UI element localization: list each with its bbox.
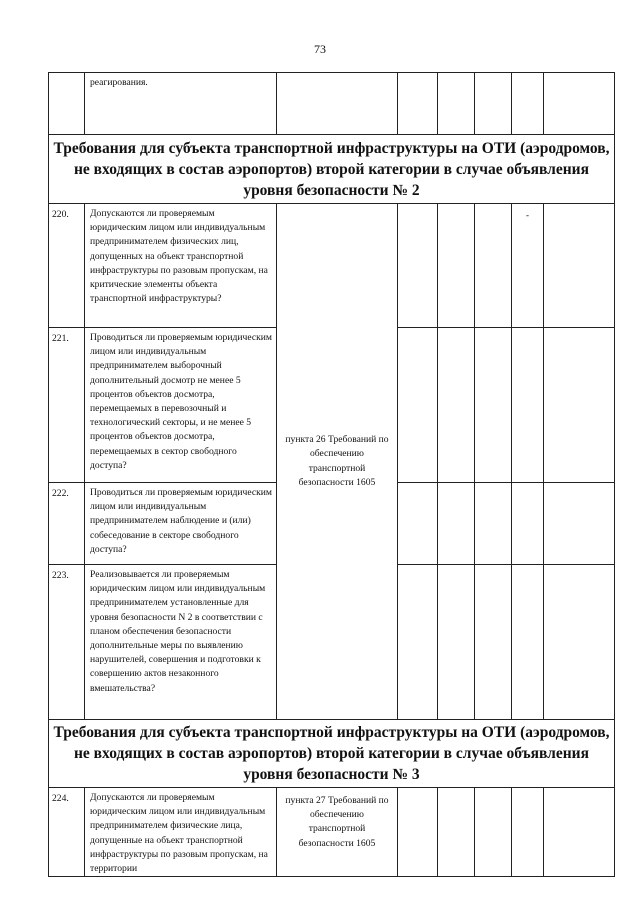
question-text: Проводиться ли проверяемым юридическим лицом или индивидуальным предпринимателем наблюдение и (или) собеседование в секторе свободного доступа? [85, 483, 277, 565]
table-row [49, 204, 615, 328]
row-number: 221. [49, 328, 85, 483]
stray-mark: - [526, 210, 529, 220]
row-number: 224. [49, 788, 85, 877]
cell-ref [277, 73, 398, 135]
section-title-level-3: Требования для субъекта транспортной инфраструктуры на ОТИ (аэродромов, не входящих в состав аэропортов) второй категории в случае объявления уровня безопасности № 3 [49, 720, 615, 788]
table-row-continuation [49, 73, 615, 135]
row-number: 220. [49, 204, 85, 328]
question-text: Реализовывается ли проверяемым юридическим лицом или индивидуальным предпринимателем установленные для уровня безопасности N 2 в соответствии с планом обеспечения безопасности дополнительные меры по выявлению нарушителей, совершения и подготовки к совершению актов незаконного вмешательства? [85, 565, 277, 720]
section-heading-row [49, 720, 615, 788]
table-row [49, 788, 615, 877]
requirements-table [48, 72, 615, 877]
question-text: Допускаются ли проверяемым юридическим лицом или индивидуальным предпринимателем физических лиц, допущенных на объект транспортной инфраструктуры по разовым пропускам, на критические элементы объекта транспортной инфраструктуры? [85, 204, 277, 328]
cell-question: реагирования. [85, 73, 277, 135]
legal-reference: пункта 26 Требований по обеспечению транспортной безопасности 1605 [277, 204, 398, 720]
row-number: 222. [49, 483, 85, 565]
section-title-level-2: Требования для субъекта транспортной инфраструктуры на ОТИ (аэродромов, не входящих в состав аэропортов) второй категории в случае объявления уровня безопасности № 2 [49, 135, 615, 204]
legal-reference: пункта 27 Требований по обеспечению транспортной безопасности 1605 [277, 788, 398, 877]
question-text: Проводиться ли проверяемым юридическим лицом или индивидуальным предпринимателем выборочный дополнительный досмотр не менее 5 процентов объектов досмотра, перемещаемых в перевозочный и технологический секторы, и не менее 5 процентов объектов досмотра, перемещаемых в сектор свободного доступа? [85, 328, 277, 483]
section-heading-row [49, 135, 615, 204]
cell-num [49, 73, 85, 135]
page-number: 73 [314, 42, 326, 56]
question-text: Допускаются ли проверяемым юридическим лицом или индивидуальным предпринимателем физические лица, допущенные на объект транспортной инфраструктуры по разовым пропускам, на территории [85, 788, 277, 877]
row-number: 223. [49, 565, 85, 720]
